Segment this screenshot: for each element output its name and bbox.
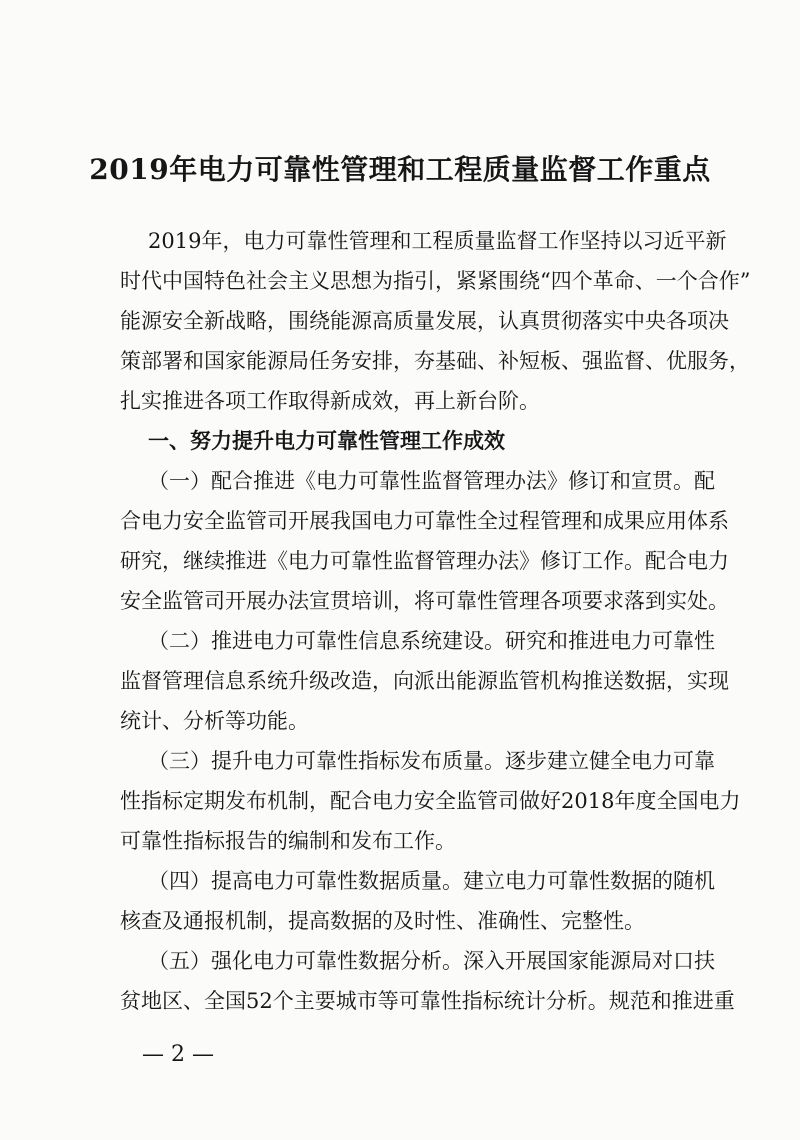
paragraph-line: 统计、分析等功能。	[120, 709, 309, 733]
paragraph-line: （二）推进电力可靠性信息系统建设。研究和推进电力可靠性	[148, 629, 715, 653]
paragraph-line: 核查及通报机制，提高数据的及时性、准确性、完整性。	[120, 909, 645, 933]
paragraph-line: 2019年，电力可靠性管理和工程质量监督工作坚持以习近平新	[148, 229, 727, 253]
paragraph-line: 时代中国特色社会主义思想为指引，紧紧围绕“四个革命、一个合作”	[120, 269, 751, 293]
paragraph-line: 研究，继续推进《电力可靠性监督管理办法》修订工作。配合电力	[120, 549, 729, 573]
paragraph-line: 策部署和国家能源局任务安排，夯基础、补短板、强监督、优服务，	[120, 349, 750, 373]
paragraph-line: 扎实推进各项工作取得新成效，再上新台阶。	[120, 389, 540, 413]
paragraph-line: 可靠性指标报告的编制和发布工作。	[120, 829, 456, 853]
paragraph-line: （一）配合推进《电力可靠性监督管理办法》修订和宣贯。配	[148, 469, 715, 493]
paragraph-line: 性指标定期发布机制，配合电力安全监管司做好2018年度全国电力	[120, 789, 741, 813]
paragraph-line: 合电力安全监管司开展我国电力可靠性全过程管理和成果应用体系	[120, 509, 729, 533]
page-number: — 2 —	[142, 1042, 214, 1067]
paragraph-line: 监督管理信息系统升级改造，向派出能源监管机构推送数据，实现	[120, 669, 729, 693]
paragraph-line: （四）提高电力可靠性数据质量。建立电力可靠性数据的随机	[148, 869, 715, 893]
document-title: 2019年电力可靠性管理和工程质量监督工作重点	[89, 153, 711, 186]
paragraph-line: 贫地区、全国52个主要城市等可靠性指标统计分析。规范和推进重	[120, 989, 735, 1013]
paragraph-line: 能源安全新战略，围绕能源高质量发展，认真贯彻落实中央各项决	[120, 309, 729, 333]
paragraph-line: （五）强化电力可靠性数据分析。深入开展国家能源局对口扶	[148, 949, 715, 973]
section-heading: 一、努力提升电力可靠性管理工作成效	[148, 428, 505, 453]
paragraph-line: （三）提升电力可靠性指标发布质量。逐步建立健全电力可靠	[148, 749, 715, 773]
paragraph-line: 安全监管司开展办法宣贯培训，将可靠性管理各项要求落到实处。	[120, 589, 729, 613]
